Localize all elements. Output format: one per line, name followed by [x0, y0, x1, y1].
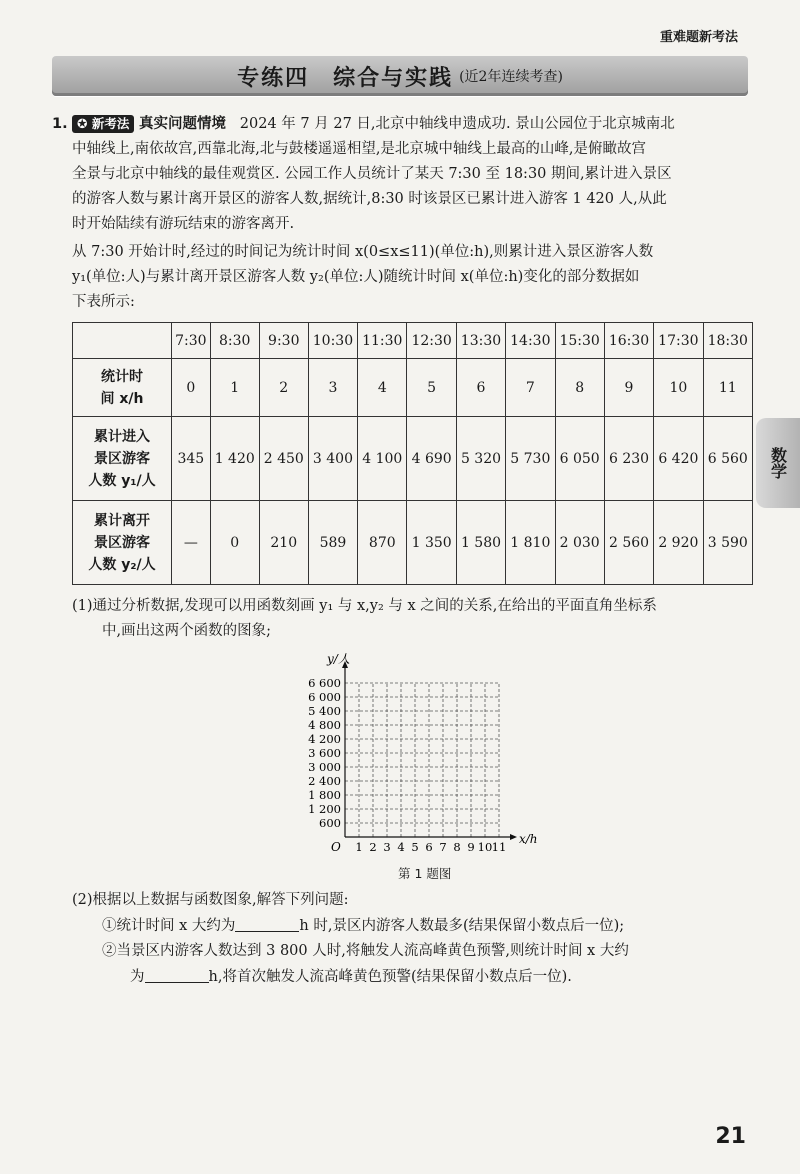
question-stem-continued: [72, 240, 742, 315]
table-cell: 10:30: [308, 323, 357, 359]
table-cell: 4: [358, 359, 407, 417]
table-cell: 17:30: [654, 323, 703, 359]
table-cell: 0: [172, 359, 211, 417]
table-row-x: [73, 359, 753, 417]
table-cell: 1 420: [210, 417, 259, 501]
question-number: 1.: [52, 116, 68, 132]
x-tick-label: 1: [355, 840, 363, 854]
y-tick-label: 4 800: [308, 718, 341, 732]
stem-line-3: 全景与北京中轴线的最佳观赏区. 公园工作人员统计了某天 7:30 至 18:30 期间,累计进入景区: [72, 166, 672, 182]
table-cell: 2: [259, 359, 308, 417]
part-1-line-1: (1)通过分析数据,发现可以用函数刻画 y₁ 与 x,y₂ 与 x 之间的关系,在给出的平面直角坐标系: [72, 598, 657, 614]
stem-line-6: 从 7:30 开始计时,经过的时间记为统计时间 x(0≤x≤11)(单位:h),则累计进入景区游客人数: [72, 244, 654, 260]
y-tick-label: 1 200: [308, 802, 341, 816]
table-cell: 11: [703, 359, 752, 417]
table-cell: 3: [308, 359, 357, 417]
table-cell: 2 920: [654, 501, 703, 585]
table-cell: 4 100: [358, 417, 407, 501]
data-table: [72, 322, 753, 585]
table-cell: 210: [259, 501, 308, 585]
row-header-line: 累计进入: [94, 428, 150, 445]
section-title-note: (近2年连续考查): [459, 69, 563, 85]
stem-line-2: 中轴线上,南依故宫,西靠北海,北与鼓楼遥遥相望,是北京城中轴线上最高的山峰,是俯瞰故宫: [72, 141, 647, 157]
subject-side-tab: 数学: [756, 418, 800, 508]
table-cell: 18:30: [703, 323, 752, 359]
stem-line-8: 下表所示:: [72, 294, 135, 310]
table-cell: 7:30: [172, 323, 211, 359]
x-tick-label: 9: [467, 840, 475, 854]
row-header-y1: [73, 417, 172, 501]
row-header-x: [73, 359, 172, 417]
table-cell: 16:30: [604, 323, 653, 359]
table-cell: 3 590: [703, 501, 752, 585]
table-row-y1: [73, 417, 753, 501]
table-cell: 3 400: [308, 417, 357, 501]
row-header-line: 累计离开: [94, 512, 150, 529]
question-tag: 真实问题情境: [138, 116, 226, 132]
table-cell: 5: [407, 359, 456, 417]
table-cell: 9: [604, 359, 653, 417]
q2-text-after: h,将首次触发人流高峰黄色预警(结果保留小数点后一位).: [208, 969, 572, 985]
q2-text-before: 为: [130, 969, 145, 985]
stem-text-1: 2024 年 7 月 27 日,北京中轴线申遗成功. 景山公园位于北京城南北: [239, 116, 675, 132]
table-cell: 1: [210, 359, 259, 417]
x-axis-label: x/h: [519, 832, 538, 846]
x-tick-label: 3: [383, 840, 391, 854]
table-cell: 8: [555, 359, 604, 417]
origin-label: O: [331, 840, 341, 854]
x-tick-label: 6: [425, 840, 433, 854]
row-header-y2: [73, 501, 172, 585]
x-tick-label: 4: [397, 840, 405, 854]
table-cell: 8:30: [210, 323, 259, 359]
q1-text-before: ①统计时间 x 大约为: [102, 918, 236, 934]
table-cell: 1 810: [506, 501, 555, 585]
x-tick-label: 8: [453, 840, 461, 854]
x-tick-label: 7: [439, 840, 447, 854]
section-title: 专练四 综合与实践: [237, 65, 454, 91]
table-cell: 6 230: [604, 417, 653, 501]
row-header-line: 人数 y₂/人: [88, 556, 156, 573]
answer-blank-2[interactable]: [145, 964, 209, 983]
table-cell: 2 450: [259, 417, 308, 501]
figure-caption: 第 1 题图: [398, 866, 452, 881]
table-cell: 13:30: [456, 323, 505, 359]
coordinate-grid: [290, 642, 550, 870]
part-2-question-1: [72, 913, 742, 939]
coordinate-grid-figure: [290, 642, 550, 870]
y-tick-label: 4 200: [308, 732, 341, 746]
table-cell: 7: [506, 359, 555, 417]
y-axis-label: y/人: [327, 652, 350, 666]
table-cell: 10: [654, 359, 703, 417]
table-cell: 15:30: [555, 323, 604, 359]
row-header-line: 景区游客: [94, 534, 150, 551]
y-tick-label: 600: [319, 816, 341, 830]
table-cell: 2 030: [555, 501, 604, 585]
new-method-badge: ✪ 新考法: [72, 115, 134, 133]
row-header-line: 统计时: [101, 368, 143, 385]
question-stem: [52, 112, 742, 237]
table-corner-cell: [73, 323, 172, 359]
part-1: [72, 594, 742, 644]
row-header-line: 景区游客: [94, 450, 150, 467]
table-cell: 11:30: [358, 323, 407, 359]
table-cell: 5 730: [506, 417, 555, 501]
page-number: 21: [715, 1124, 746, 1149]
table-cell: 6 050: [555, 417, 604, 501]
table-cell: 2 560: [604, 501, 653, 585]
table-cell: 589: [308, 501, 357, 585]
table-cell: 12:30: [407, 323, 456, 359]
y-tick-label: 3 000: [308, 760, 341, 774]
stem-line-1: [72, 112, 742, 137]
table-cell: 6: [456, 359, 505, 417]
part-1-line-2: 中,画出这两个函数的图象;: [102, 623, 271, 639]
row-header-line: 人数 y₁/人: [88, 472, 156, 489]
y-tick-label: 3 600: [308, 746, 341, 760]
table-cell: 14:30: [506, 323, 555, 359]
running-head: 重难题新考法: [659, 30, 738, 45]
y-tick-label: 2 400: [308, 774, 341, 788]
table-cell: 6 560: [703, 417, 752, 501]
y-tick-label: 6 000: [308, 690, 341, 704]
table-cell: 6 420: [654, 417, 703, 501]
stem-line-4: 的游客人数与累计离开景区的游客人数,据统计,8:30 时该景区已累计进入游客 1 420 人,从此: [72, 191, 667, 207]
badge-label: 新考法: [91, 116, 130, 131]
y-tick-label: 5 400: [308, 704, 341, 718]
q1-text-after: h 时,景区内游客人数最多(结果保留小数点后一位);: [299, 918, 625, 934]
stem-line-7: y₁(单位:人)与累计离开景区游客人数 y₂(单位:人)随统计时间 x(单位:h)变化的部分数据如: [72, 269, 640, 285]
table-cell: 1 580: [456, 501, 505, 585]
answer-blank-1[interactable]: [235, 913, 299, 932]
part-2-question-2-line-1: ②当景区内游客人数达到 3 800 人时,将触发人流高峰黄色预警,则统计时间 x 大约: [102, 943, 629, 959]
table-cell: 0: [210, 501, 259, 585]
part-2-intro: (2)根据以上数据与函数图象,解答下列问题:: [72, 892, 349, 908]
y-tick-label: 1 800: [308, 788, 341, 802]
section-title-banner: [52, 56, 748, 96]
row-header-line: 间 x/h: [100, 390, 144, 407]
table-row-y2: [73, 501, 753, 585]
x-tick-label: 11: [491, 840, 507, 854]
x-axis-arrow: [510, 834, 517, 840]
table-cell: 870: [358, 501, 407, 585]
part-2: [72, 888, 742, 990]
part-2-question-2-line-2: [72, 964, 742, 990]
table-cell: 4 690: [407, 417, 456, 501]
table-cell: 5 320: [456, 417, 505, 501]
table-row-times: [73, 323, 753, 359]
x-tick-label: 10: [477, 840, 493, 854]
table-cell: 9:30: [259, 323, 308, 359]
table-cell: 345: [172, 417, 211, 501]
x-tick-label: 2: [369, 840, 377, 854]
table-cell: —: [172, 501, 211, 585]
x-tick-label: 5: [411, 840, 419, 854]
table-cell: 1 350: [407, 501, 456, 585]
y-tick-label: 6 600: [308, 676, 341, 690]
stem-line-5: 时开始陆续有游玩结束的游客离开.: [72, 216, 295, 232]
